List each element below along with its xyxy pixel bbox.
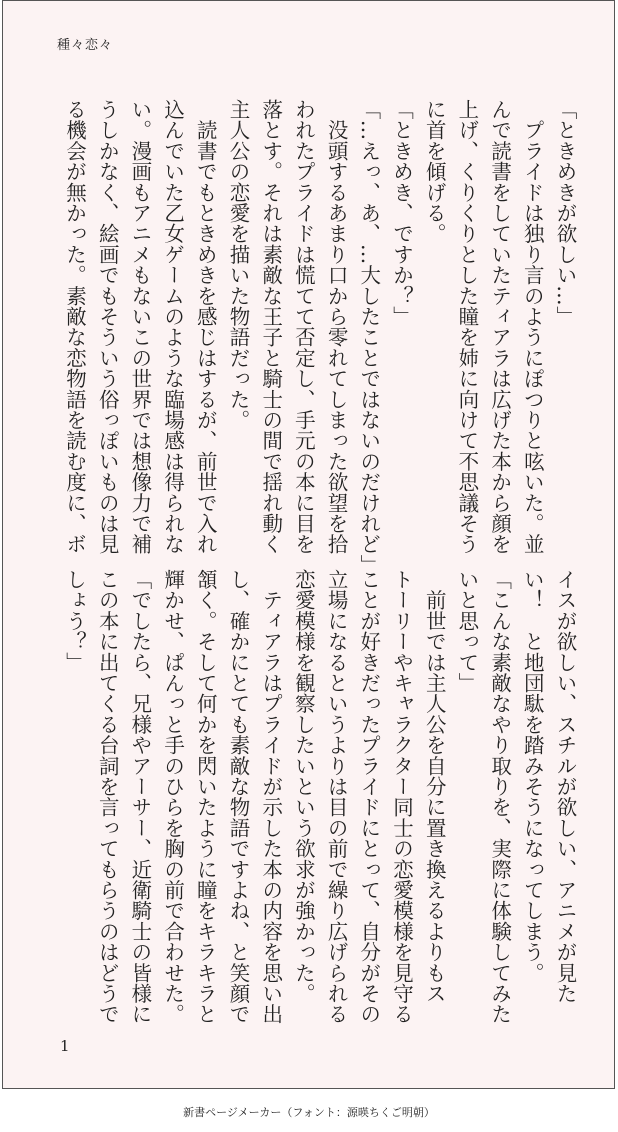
text-column: る機会が無かった。素敵な恋物語を読む度に、ボ xyxy=(62,99,87,555)
text-column: 「ときめき、ですか？」 xyxy=(389,99,414,327)
footer-credit: 新書ページメーカー（フォント：源暎ちくご明朝） xyxy=(183,1106,435,1119)
text-column: うしかなく、絵画でもそういう俗っぽいものは見 xyxy=(95,99,120,555)
text-column: 上げ、くりくりとした瞳を姉に向けて不思議そう xyxy=(454,99,479,555)
text-column: 読書でもときめきを感じはするが、前世で入れ xyxy=(193,99,218,555)
text-column: 「こんな素敵なやり取りを、実際に体験してみた xyxy=(487,569,512,1025)
text-column: ティアラはプライドが示した本の内容を思い出 xyxy=(258,569,283,1025)
text-column: トーリーやキャラクター同士の恋愛模様を見守る xyxy=(389,569,414,1025)
text-column: 立場になるというよりは目の前で繰り広げられる xyxy=(324,569,349,1025)
text-column: 込んでいた乙女ゲームのような臨場感は得られな xyxy=(160,99,185,555)
text-column: 頷く。そして何かを閃いたように瞳をキラキラと xyxy=(193,569,218,1025)
text-column: 恋愛模様を観察したいという欲求が強かった。 xyxy=(291,569,316,1004)
text-column: プライドは独り言のようにぽつりと呟いた。並 xyxy=(520,99,545,555)
text-column: し、確かにとても素敵な物語ですよね、と笑顔で xyxy=(226,569,250,1025)
text-column: 前世では主人公を自分に置き換えるよりもス xyxy=(422,569,447,1004)
text-column: 落とす。それは素敵な王子と騎士の間で揺れ動く xyxy=(258,99,283,555)
book-title: 種々恋々 xyxy=(57,38,114,53)
text-column: いと思って」 xyxy=(454,569,479,694)
text-column: 「…えっ、あ、…大したことではないのだけれど」 xyxy=(356,99,381,576)
book-page xyxy=(2,0,615,1089)
page-number: 1 xyxy=(60,1037,70,1055)
text-column: 「ときめきが欲しい…」 xyxy=(553,99,577,327)
text-column: い。漫画もアニメもないこの世界では想像力で補 xyxy=(127,99,152,555)
text-column: 主人公の恋愛を描いた物語だった。 xyxy=(226,99,250,431)
text-column: んで読書をしていたティアラは広げた本から顔を xyxy=(487,99,512,555)
text-column: ことが好きだったプライドにとって、自分がその xyxy=(356,569,381,1025)
text-column: この本に出てくる台詞を言ってもらうのはどうで xyxy=(95,569,120,1025)
text-column: 没頭するあまり口から零れてしまった欲望を拾 xyxy=(324,99,349,555)
text-column: 輝かせ、ぱんっと手のひらを胸の前で合わせた。 xyxy=(160,569,185,1025)
text-column: 「でしたら、兄様やアーサー、近衛騎士の皆様に xyxy=(127,569,152,1025)
text-column: しょう？」 xyxy=(62,569,87,673)
text-column: イスが欲しい、スチルが欲しい、アニメが見た xyxy=(553,569,577,1004)
text-column: に首を傾げる。 xyxy=(422,99,447,244)
text-column: われたプライドは慌てて否定し、手元の本に目を xyxy=(291,99,316,555)
text-column: い！ と地団駄を踏みそうになってしまう。 xyxy=(520,569,545,983)
